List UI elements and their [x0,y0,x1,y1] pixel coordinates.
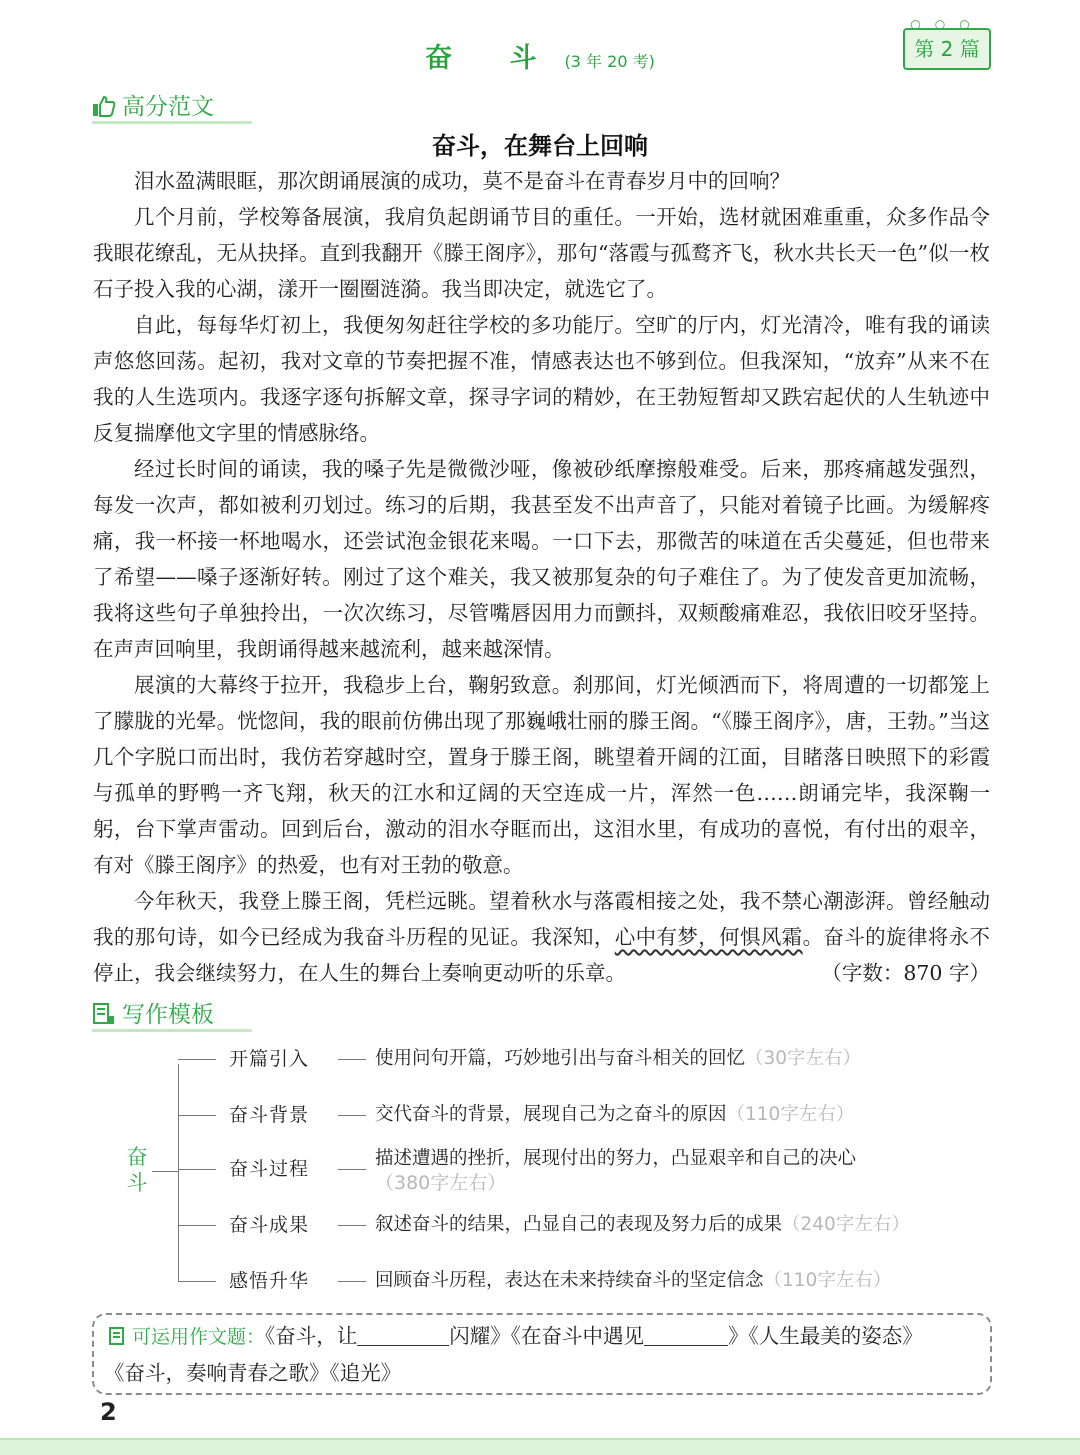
branch-desc: 交代奋斗的背景，展现自己为之奋斗的原因（110字左右） [375,1104,855,1125]
connector-line [178,1115,216,1116]
essay-body [93,163,990,991]
page-title-subtitle: (3 年 20 考) [564,52,655,71]
topic-1a: 《奋斗，让 [265,1324,358,1348]
connector-line [338,1281,366,1282]
connector-line [338,1225,366,1226]
essay-paragraph: 展演的大幕终于拉开，我稳步上台，鞠躬致意。刹那间，灯光倾洒而下，将周遭的一切都笼上了朦胧的光晕。恍惚间，我的眼前仿佛出现了那巍峨壮丽的滕王阁。“《滕王阁序》，唐，王勃。”当这几个字脱口而出时，我仿若穿越时空，置身于滕王阁，眺望着开阔的江面，目睹落日映照下的彩霞与孤单的野鸭一齐飞翔，秋天的江水和辽阔的天空连成一片，浑然一色……朗诵完毕，我深鞠一躬，台下掌声雷动。回到后台，激动的泪水夺眶而出，这泪水里，有成功的喜悦，有付出的艰辛，有对《滕王阁序》的热爱，也有对王勃的敬意。 [93,673,990,877]
branch-count: （110字左右） [726,1104,855,1125]
book-icon [108,1326,128,1346]
final-text-a: 今年秋天，我登上滕王阁，凭栏远眺。望着秋水与落霞相接之处，我不禁心潮澎湃。曾经触动我的那句诗，如今已经成为我奋斗历程的见证。我深知， [93,889,990,949]
essay-paragraph: 泪水盈满眼眶，那次朗诵展演的成功，莫不是奋斗在青春岁月中的回响？ [134,169,790,193]
branch-count: （380字左右） [375,1172,507,1194]
fill-blank [357,1327,449,1346]
section-title: 高分范文 [122,94,214,120]
template-root-char: 斗 [126,1171,148,1195]
branch-count: （30字左右） [745,1048,862,1069]
branch-desc: 叙述奋斗的结果，凸显自己的表现及努力后的成果（240字左右） [375,1214,910,1235]
branch-desc: 描述遭遇的挫折，展现付出的努力，凸显艰辛和自己的决心 [375,1148,857,1169]
topic-4: 《奋斗，奏响青春之歌》 [104,1361,330,1385]
section-header-template [92,996,214,1030]
branch-name: 开篇引入 [229,1048,310,1070]
chapter-label: 第 2 篇 [914,37,980,61]
essay-paragraph-final [93,883,990,991]
topic-3: 《人生最美的姿态》 [748,1324,923,1348]
topics-label: 可运用作文题： [132,1326,266,1348]
connector-line [338,1169,366,1170]
topic-2a: 《在奋斗中遇见 [510,1324,645,1348]
connector-line [338,1059,366,1060]
connector-line [152,1171,178,1172]
branch-name: 感悟升华 [229,1270,310,1292]
topic-1b: 闪耀》 [449,1324,511,1348]
applicable-topics [104,1318,984,1391]
connector-line [178,1225,216,1226]
final-text-b: 。奋斗的旋律将永不停止，我会继续努力，在人生的舞台上奏响更动听的乐章。 [93,925,991,985]
topic-5: 《追光》 [329,1361,402,1385]
connector-line [178,1169,216,1170]
page-title-text: 奋 斗 [425,43,561,74]
connector-line [338,1115,366,1116]
connector-line [178,1064,179,1282]
template-root [122,1144,152,1196]
binder-rings-icon: ○○○ [910,17,984,31]
page-number: 2 [100,1398,117,1426]
bottom-band [0,1438,1080,1455]
word-count: （字数：870 字） [821,961,990,985]
connector-line [178,1281,216,1282]
essay-title: 奋斗，在舞台上回响 [432,131,648,160]
template-root-char: 奋 [126,1145,148,1169]
key-sentence: 心中有梦，何惧风霜 [614,925,803,949]
section-header-model-essay [92,88,214,122]
essay-paragraph: 自此，每每华灯初上，我便匆匆赶往学校的多功能厅。空旷的厅内，灯光清冷，唯有我的诵读声悠悠回荡。起初，我对文章的节奏把握不准，情感表达也不够到位。但我深知，“放弃”从来不在我的人生选项内。我逐字逐句拆解文章，探寻字词的精妙，在王勃短暂却又跌宕起伏的人生轨迹中反复揣摩他文字里的情感脉络。 [93,313,990,445]
branch-count: （240字左右） [782,1214,910,1235]
branch-name: 奋斗背景 [229,1104,310,1126]
section-title: 写作模板 [122,1002,214,1028]
document-icon [92,1003,116,1025]
topic-2b: 》 [728,1324,749,1348]
branch-desc: 回顾奋斗历程，表达在未来持续奋斗的坚定信念（110字左右） [375,1270,892,1291]
branch-desc: 使用问句开篇，巧妙地引出与奋斗相关的回忆（30字左右） [375,1048,862,1069]
connector-line [178,1059,216,1060]
writing-template-diagram [0,1040,1080,1310]
section-underline [92,1029,252,1032]
essay-paragraph: 几个月前，学校筹备展演，我肩负起朗诵节目的重任。一开始，选材就困难重重，众多作品令我眼花缭乱，无从抉择。直到我翻开《滕王阁序》，那句“落霞与孤鹜齐飞，秋水共长天一色”似一枚石子投入我的心湖，漾开一圈圈涟漪。我当即决定，就选它了。 [93,205,990,301]
chapter-tag [903,17,991,70]
essay-paragraph: 经过长时间的诵读，我的嗓子先是微微沙哑，像被砂纸摩擦般难受。后来，那疼痛越发强烈，每发一次声，都如被利刃划过。练习的后期，我甚至发不出声音了，只能对着镜子比画。为缓解疼痛，我一杯接一杯地喝水，还尝试泡金银花来喝。一口下去，那微苦的味道在舌尖蔓延，但也带来了希望——嗓子逐渐好转。刚过了这个难关，我又被那复杂的句子难住了。为了使发音更加流畅，我将这些句子单独拎出，一次次练习，尽管嘴唇因用力而颤抖，双颊酸痛难忍，我依旧咬牙坚持。在声声回响里，我朗诵得越来越流利，越来越深情。 [93,457,990,661]
fill-blank [644,1327,728,1346]
section-underline [92,121,252,124]
thumbs-up-icon [92,95,116,117]
branch-count: （110字左右） [763,1270,892,1291]
branch-name: 奋斗过程 [229,1158,310,1180]
branch-name: 奋斗成果 [229,1214,310,1236]
